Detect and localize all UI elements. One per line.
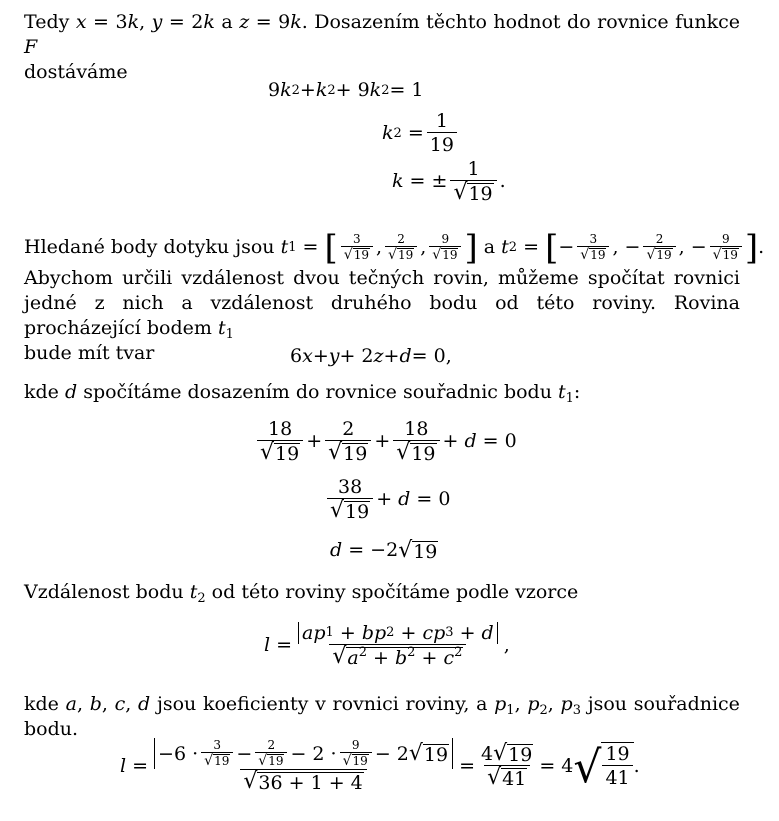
equation-plane: 6 x + y + 2 z + d = 0,	[290, 345, 452, 367]
paragraph-intro: Tedy x = 3k, y = 2k a z = 9k. Dosazením těchto hodnot do rovnice funkce F dostáváme	[24, 11, 740, 83]
equation-final: l = −6 · 3 √ 19 − 2 √ 19 − 2 · 9 √ 19 − 2 √ 19 √ 36 + 1 + 4 = 4 √ 19 √ 41 = 4 √ $\frac{19}{41}$ .	[120, 738, 640, 794]
equation-distance-formula: l = ap 1 + bp 2 + cp 3 + d √ $a^2 + b^2 + c^2$ ,	[264, 622, 510, 669]
paragraph-distance: Vzdálenost bodu $t_2$ od této roviny spočítáme podle vzorce	[24, 581, 579, 606]
paragraph-coefficients: kde a, b, c, d jsou koeficienty v rovnici roviny, a $p_1$, $p_2$, $p_3$ jsou souřadnice bodu.	[24, 693, 740, 740]
paragraph-points: Hledané body dotyku jsou t 1 = [ 3 √ 19 , 2 √ 19 , 9 √ 19 ] a t 2 = [ − 3 √ 19 , − 2 √ 19 , − 9 √ 19 ] .	[24, 227, 765, 268]
paragraph-method: Abychom určili vzdálenost dvou tečných rovin, můžeme spočítat rovnici jedné z nich a vzdálenost druhého bodu od této roviny. Rovina procházející bodem $t_1$ bude mít tvar	[24, 267, 740, 364]
paragraph-d: kde d spočítáme dosazením do rovnice souřadnic bodu $t_1$:	[24, 381, 581, 406]
